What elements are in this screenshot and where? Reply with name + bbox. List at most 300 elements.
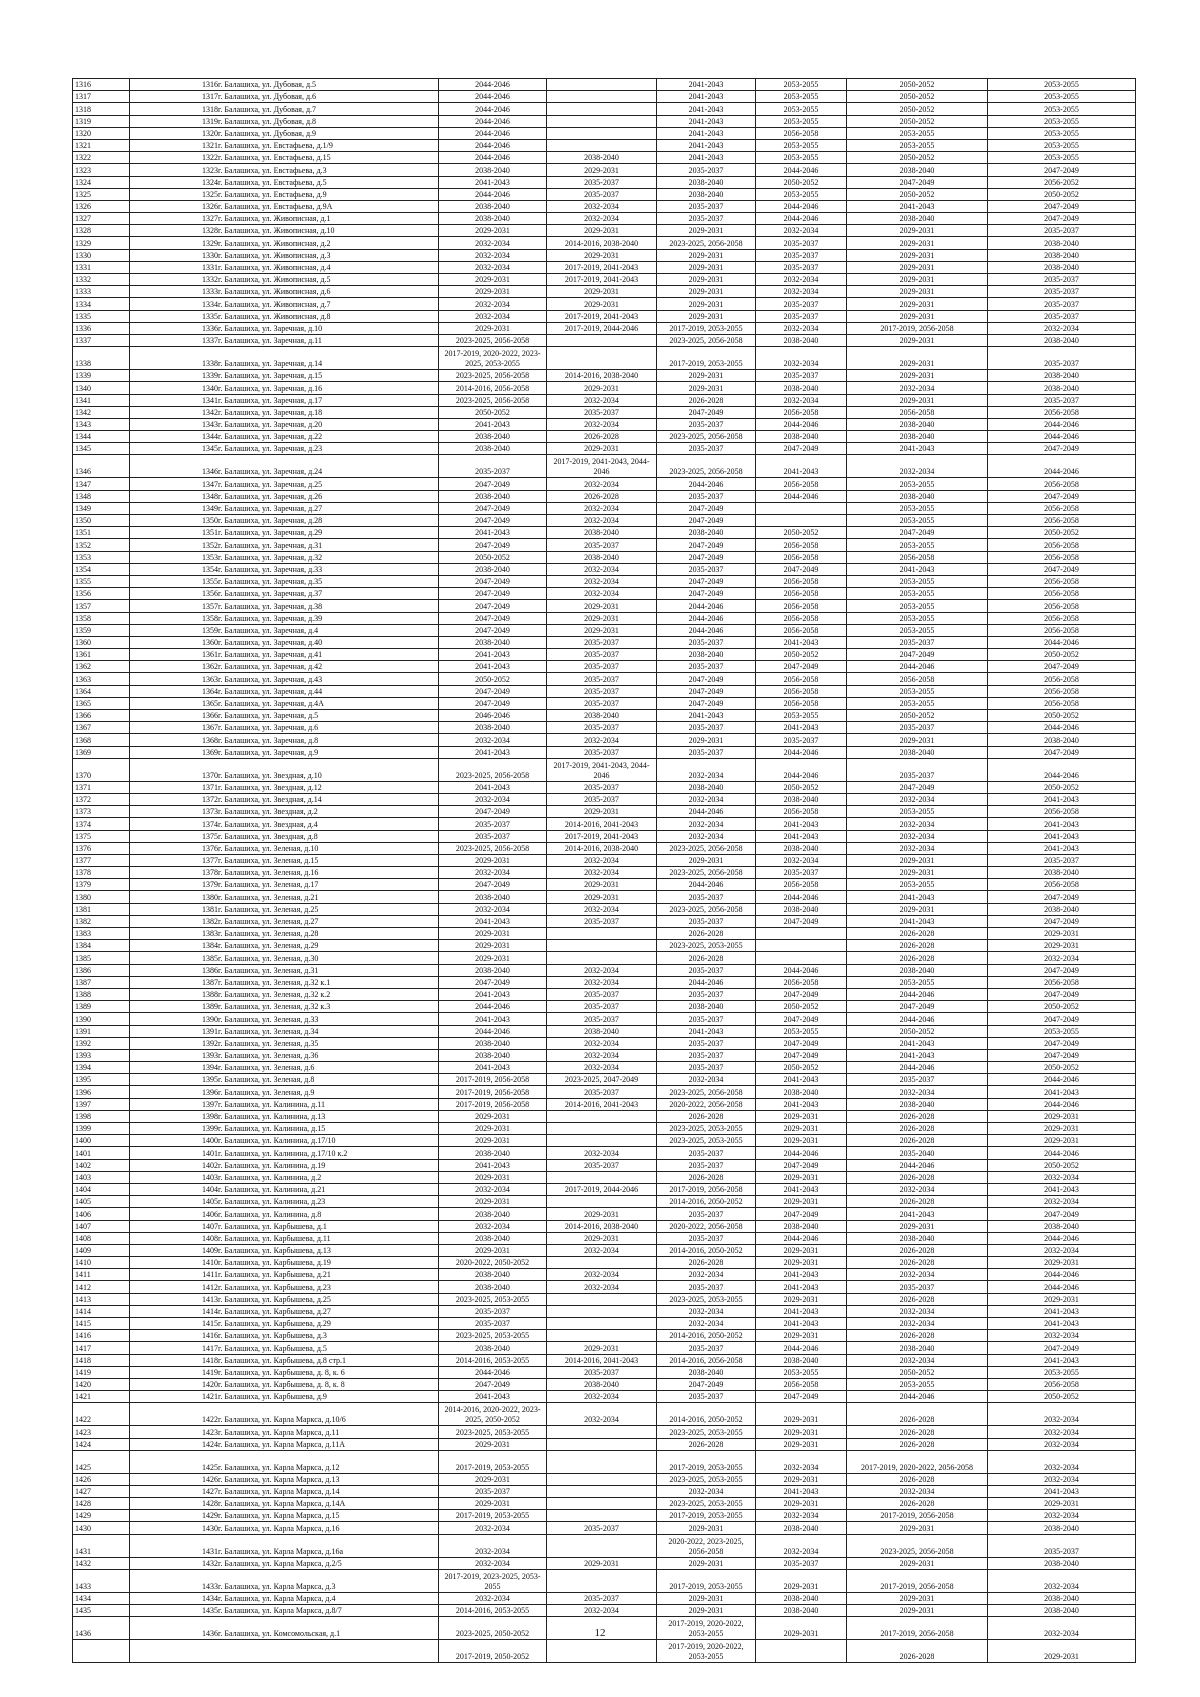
period-cell-4: 2053-2055 <box>756 91 847 103</box>
register-table-sheet <box>72 78 1135 1662</box>
table-row <box>73 334 1136 346</box>
period-cell-1: 2044-2046 <box>439 127 547 139</box>
period-cell-4: 2044-2046 <box>756 418 847 430</box>
period-cell-3: 2023-2025, 2053-2055 <box>657 1473 756 1485</box>
address-text: г. Балашиха, ул. Калинина, д.13 <box>218 1112 326 1121</box>
row-index-cell: 1407 <box>73 1220 130 1232</box>
address-text: г. Балашиха, ул. Карла Маркса, д.8/7 <box>218 1606 342 1616</box>
period-cell-6: 2038-2040 <box>988 334 1136 346</box>
row-index-cell: 1380 <box>73 891 130 903</box>
address-text: г. Балашиха, ул. Калинина, д.17/10 к.2 <box>218 1148 348 1158</box>
table-row <box>73 575 1136 587</box>
table-row <box>73 1438 1136 1450</box>
period-cell-4: 2053-2055 <box>756 152 847 164</box>
period-cell-6: 2032-2034 <box>988 1473 1136 1485</box>
row-index-cell: 1340 <box>73 382 130 394</box>
period-cell-2 <box>547 1135 657 1147</box>
period-cell-1: 2050-2052 <box>439 551 547 563</box>
period-cell-6: 2050-2052 <box>988 649 1136 661</box>
address-cell <box>130 274 439 286</box>
row-index-cell: 1325 <box>73 188 130 200</box>
period-cell-3: 2035-2037 <box>657 213 756 225</box>
period-cell-5: 2053-2055 <box>847 1378 988 1390</box>
period-cell-6: 2044-2046 <box>988 1232 1136 1244</box>
address-text: г. Балашиха, ул. Заречная, д.6 <box>218 723 319 733</box>
period-cell-5: 2029-2031 <box>847 734 988 746</box>
period-cell-2: 2035-2037 <box>547 1013 657 1025</box>
row-index-cell: 1431 <box>73 1534 130 1557</box>
period-cell-4: 2038-2040 <box>756 1354 847 1366</box>
row-index-cell: 1322 <box>73 152 130 164</box>
address-text: г. Балашиха, ул. Карла Маркса, д.12 <box>218 1462 340 1472</box>
row-index-cell: 1350 <box>73 515 130 527</box>
address-cell <box>130 502 439 514</box>
period-cell-1: 2047-2049 <box>439 806 547 818</box>
address-text: г. Балашиха, ул. Карбышева, д.11 <box>218 1233 331 1243</box>
period-cell-6: 2032-2034 <box>988 1403 1136 1426</box>
period-cell-6: 2038-2040 <box>988 1557 1136 1569</box>
address-cell <box>130 1135 439 1147</box>
table-row <box>73 1183 1136 1195</box>
period-cell-1: 2029-2031 <box>439 1135 547 1147</box>
period-cell-5: 2029-2031 <box>847 1220 988 1232</box>
period-cell-6: 2038-2040 <box>988 237 1136 249</box>
address-cell <box>130 490 439 502</box>
address-cell <box>130 636 439 648</box>
period-cell-5: 2053-2055 <box>847 539 988 551</box>
period-cell-4: 2047-2049 <box>756 1208 847 1220</box>
period-cell-2 <box>547 1330 657 1342</box>
period-cell-5: 2032-2034 <box>847 1183 988 1195</box>
address-cell <box>130 781 439 793</box>
address-number: 1318 <box>202 104 218 114</box>
period-cell-4: 2056-2058 <box>756 673 847 685</box>
address-text: г. Балашиха, ул. Карбышева, д.8 стр.1 <box>218 1355 347 1365</box>
period-cell-3: 2032-2034 <box>657 1074 756 1086</box>
period-cell-3: 2023-2025, 2056-2058 <box>657 867 756 879</box>
period-cell-1: 2038-2040 <box>439 964 547 976</box>
table-row <box>73 139 1136 151</box>
period-cell-6: 2038-2040 <box>988 903 1136 915</box>
period-cell-5: 2026-2028 <box>847 1196 988 1208</box>
address-cell <box>130 347 439 370</box>
period-cell-6: 2047-2049 <box>988 1208 1136 1220</box>
address-text: г. Балашиха, ул. Заречная, д.9 <box>218 747 319 757</box>
address-text: г. Балашиха, ул. Калинина, д.23 <box>218 1197 326 1207</box>
address-cell <box>130 842 439 854</box>
period-cell-6: 2056-2058 <box>988 478 1136 490</box>
address-number: 1353 <box>202 552 218 562</box>
address-text: г. Балашиха, ул. Калинина, д.8 <box>218 1209 322 1219</box>
address-cell <box>130 310 439 322</box>
period-cell-5: 2035-2037 <box>847 722 988 734</box>
address-cell <box>130 746 439 758</box>
row-index-cell: 1321 <box>73 139 130 151</box>
address-cell <box>130 515 439 527</box>
row-index-cell: 1364 <box>73 685 130 697</box>
address-cell <box>130 722 439 734</box>
period-cell-2: 2032-2034 <box>547 1403 657 1426</box>
period-cell-4: 2032-2034 <box>756 225 847 237</box>
address-cell <box>130 127 439 139</box>
period-cell-3: 2038-2040 <box>657 176 756 188</box>
period-cell-2 <box>547 940 657 952</box>
period-cell-3: 2014-2016, 2050-2052 <box>657 1330 756 1342</box>
period-cell-1: 2032-2034 <box>439 1557 547 1569</box>
period-cell-4: 2047-2049 <box>756 1049 847 1061</box>
address-text: г. Балашиха, ул. Заречная, д.16 <box>218 383 323 393</box>
address-text: г. Балашиха, ул. Заречная, д.11 <box>218 336 322 346</box>
address-text: г. Балашиха, ул. Зеленая, д.10 <box>218 843 319 853</box>
period-cell-1: 2038-2040 <box>439 722 547 734</box>
table-row <box>73 274 1136 286</box>
address-number: 1350 <box>202 516 218 526</box>
period-cell-2: 2035-2037 <box>547 1522 657 1534</box>
table-row <box>73 1640 1136 1663</box>
row-index-cell: 1436 <box>73 1617 130 1640</box>
address-cell <box>130 588 439 600</box>
period-cell-1: 2029-2031 <box>439 1473 547 1485</box>
period-cell-3: 2035-2037 <box>657 1159 756 1171</box>
address-number: 1430 <box>202 1523 218 1533</box>
address-cell <box>130 793 439 805</box>
period-cell-5: 2026-2028 <box>847 940 988 952</box>
period-cell-4: 2035-2037 <box>756 867 847 879</box>
period-cell-1: 2041-2043 <box>439 1013 547 1025</box>
address-cell <box>130 806 439 818</box>
period-cell-5: 2044-2046 <box>847 1159 988 1171</box>
period-cell-2: 2026-2028 <box>547 431 657 443</box>
period-cell-4: 2041-2043 <box>756 1269 847 1281</box>
address-cell <box>130 1450 439 1473</box>
address-number: 1355 <box>202 577 218 587</box>
address-text: г. Балашиха, ул. Заречная, д.38 <box>218 601 323 611</box>
period-cell-2: 2017-2019, 2041-2043 <box>547 274 657 286</box>
address-text: г. Балашиха, ул. Живописная, д.4 <box>218 263 331 272</box>
period-cell-6: 2038-2040 <box>988 370 1136 382</box>
address-cell <box>130 976 439 988</box>
address-cell <box>130 685 439 697</box>
period-cell-1: 2038-2040 <box>439 636 547 648</box>
address-number: 1393 <box>202 1051 218 1061</box>
period-cell-2: 2023-2025, 2047-2049 <box>547 1074 657 1086</box>
address-number: 1368 <box>202 735 218 745</box>
period-cell-6: 2053-2055 <box>988 139 1136 151</box>
address-text: г. Балашиха, ул. Зеленая, д.29 <box>218 941 319 951</box>
period-cell-2: 2014-2016, 2038-2040 <box>547 842 657 854</box>
period-cell-2: 2032-2034 <box>547 1269 657 1281</box>
address-number: 1349 <box>202 504 218 513</box>
period-cell-3: 2035-2037 <box>657 1037 756 1049</box>
row-index-cell: 1331 <box>73 261 130 273</box>
period-cell-3: 2029-2031 <box>657 225 756 237</box>
row-index-cell: 1408 <box>73 1232 130 1244</box>
table-row <box>73 370 1136 382</box>
period-cell-2: 2032-2034 <box>547 502 657 514</box>
period-cell-2: 2017-2019, 2044-2046 <box>547 322 657 334</box>
period-cell-6: 2038-2040 <box>988 1220 1136 1232</box>
period-cell-6: 2053-2055 <box>988 103 1136 115</box>
period-cell-5: 2038-2040 <box>847 213 988 225</box>
period-cell-3: 2029-2031 <box>657 1592 756 1604</box>
table-row <box>73 940 1136 952</box>
period-cell-3: 2035-2037 <box>657 891 756 903</box>
address-cell <box>130 91 439 103</box>
address-cell <box>130 394 439 406</box>
period-cell-5: 2041-2043 <box>847 1049 988 1061</box>
address-number: 1321 <box>202 141 218 151</box>
row-index-cell: 1377 <box>73 854 130 866</box>
period-cell-2: 2014-2016, 2038-2040 <box>547 1220 657 1232</box>
period-cell-4: 2056-2058 <box>756 600 847 612</box>
period-cell-4: 2032-2034 <box>756 1534 847 1557</box>
period-cell-3: 2041-2043 <box>657 152 756 164</box>
address-text: г. Балашиха, ул. Заречная, д.28 <box>218 516 323 526</box>
table-row <box>73 490 1136 502</box>
period-cell-4: 2029-2031 <box>756 1498 847 1510</box>
period-cell-6: 2047-2049 <box>988 1037 1136 1049</box>
address-number: 1320 <box>202 128 218 138</box>
period-cell-6: 2032-2034 <box>988 1171 1136 1183</box>
row-index-cell: 1316 <box>73 79 130 91</box>
period-cell-2: 2032-2034 <box>547 976 657 988</box>
period-cell-6: 2038-2040 <box>988 249 1136 261</box>
period-cell-1: 2014-2016, 2053-2055 <box>439 1605 547 1617</box>
period-cell-3: 2047-2049 <box>657 685 756 697</box>
period-cell-6: 2056-2058 <box>988 515 1136 527</box>
period-cell-6: 2041-2043 <box>988 793 1136 805</box>
period-cell-5: 2056-2058 <box>847 673 988 685</box>
period-cell-2: 2029-2031 <box>547 879 657 891</box>
row-index-cell: 1355 <box>73 575 130 587</box>
table-row <box>73 527 1136 539</box>
address-cell <box>130 1293 439 1305</box>
period-cell-2: 2032-2034 <box>547 854 657 866</box>
row-index-cell: 1357 <box>73 600 130 612</box>
period-cell-4: 2056-2058 <box>756 1378 847 1390</box>
address-number: 1334 <box>202 299 218 309</box>
address-text: г. Балашиха, ул. Заречная, д.23 <box>218 444 323 454</box>
row-index-cell: 1397 <box>73 1098 130 1110</box>
period-cell-3: 2047-2049 <box>657 502 756 514</box>
period-cell-1: 2029-2031 <box>439 1171 547 1183</box>
table-row <box>73 261 1136 273</box>
row-index-cell: 1330 <box>73 249 130 261</box>
table-row <box>73 1086 1136 1098</box>
period-cell-4: 2050-2052 <box>756 176 847 188</box>
period-cell-1: 2047-2049 <box>439 588 547 600</box>
period-cell-5: 2053-2055 <box>847 685 988 697</box>
address-number: 1342 <box>202 407 218 417</box>
address-cell <box>130 1342 439 1354</box>
address-text: г. Балашиха, ул. Карла Маркса, д.13 <box>218 1474 340 1484</box>
row-index-cell: 1428 <box>73 1498 130 1510</box>
period-cell-3: 2029-2031 <box>657 310 756 322</box>
period-cell-5: 2044-2046 <box>847 988 988 1000</box>
period-cell-1: 2023-2025, 2050-2052 <box>439 1617 547 1640</box>
period-cell-5: 2017-2019, 2056-2058 <box>847 1510 988 1522</box>
period-cell-1: 2041-2043 <box>439 1062 547 1074</box>
period-cell-3: 2038-2040 <box>657 188 756 200</box>
period-cell-5: 2038-2040 <box>847 1232 988 1244</box>
address-number: 1433 <box>202 1581 218 1591</box>
period-cell-6: 2056-2058 <box>988 588 1136 600</box>
period-cell-5: 2023-2025, 2056-2058 <box>847 1534 988 1557</box>
table-row <box>73 710 1136 722</box>
period-cell-4: 2041-2043 <box>756 1305 847 1317</box>
period-cell-5: 2032-2034 <box>847 1318 988 1330</box>
table-row <box>73 649 1136 661</box>
period-cell-5: 2017-2019, 2056-2058 <box>847 1617 988 1640</box>
period-cell-6: 2029-2031 <box>988 1257 1136 1269</box>
period-cell-4: 2032-2034 <box>756 274 847 286</box>
period-cell-4: 2029-2031 <box>756 1426 847 1438</box>
period-cell-2: 2029-2031 <box>547 612 657 624</box>
period-cell-3: 2038-2040 <box>657 781 756 793</box>
table-row <box>73 298 1136 310</box>
period-cell-1: 2032-2034 <box>439 1592 547 1604</box>
address-number: 1386 <box>202 965 218 975</box>
period-cell-2: 2035-2037 <box>547 1366 657 1378</box>
period-cell-5: 2026-2028 <box>847 1135 988 1147</box>
address-cell <box>130 406 439 418</box>
period-cell-1: 2047-2049 <box>439 685 547 697</box>
address-number: 1354 <box>202 564 218 574</box>
row-index-cell: 1334 <box>73 298 130 310</box>
period-cell-6: 2044-2046 <box>988 1269 1136 1281</box>
period-cell-6: 2029-2031 <box>988 1110 1136 1122</box>
period-cell-3: 2017-2019, 2053-2055 <box>657 1510 756 1522</box>
period-cell-4: 2053-2055 <box>756 710 847 722</box>
period-cell-1: 2029-2031 <box>439 1123 547 1135</box>
address-text: г. Балашиха, ул. Заречная, д.39 <box>218 613 323 623</box>
period-cell-6: 2056-2058 <box>988 806 1136 818</box>
period-cell-6: 2044-2046 <box>988 1098 1136 1110</box>
period-cell-4: 2035-2037 <box>756 298 847 310</box>
period-cell-2 <box>547 1485 657 1497</box>
period-cell-5: 2029-2031 <box>847 903 988 915</box>
row-index-cell: 1318 <box>73 103 130 115</box>
table-row <box>73 988 1136 1000</box>
period-cell-1: 2041-2043 <box>439 781 547 793</box>
period-cell-2 <box>547 115 657 127</box>
address-text: г. Балашиха, ул. Евстафьева, д.3 <box>218 165 327 175</box>
table-row <box>73 612 1136 624</box>
period-cell-6: 2041-2043 <box>988 1354 1136 1366</box>
address-cell <box>130 1110 439 1122</box>
period-cell-5: 2029-2031 <box>847 854 988 866</box>
period-cell-2 <box>547 952 657 964</box>
period-cell-1: 2047-2049 <box>439 478 547 490</box>
period-cell-5: 2032-2034 <box>847 1305 988 1317</box>
address-cell <box>130 1640 439 1663</box>
address-text: г. Балашиха, ул. Заречная, д.37 <box>218 589 323 599</box>
period-cell-2: 2032-2034 <box>547 394 657 406</box>
period-cell-1: 2017-2019, 2050-2052 <box>439 1640 547 1663</box>
period-cell-1: 2038-2040 <box>439 891 547 903</box>
period-cell-6: 2038-2040 <box>988 1592 1136 1604</box>
period-cell-4: 2038-2040 <box>756 1522 847 1534</box>
period-cell-4: 2032-2034 <box>756 286 847 298</box>
period-cell-1: 2038-2040 <box>439 1342 547 1354</box>
address-text: г. Балашиха, ул. Карла Маркса, д.16 <box>218 1523 340 1533</box>
period-cell-6: 2047-2049 <box>988 1342 1136 1354</box>
address-cell <box>130 1354 439 1366</box>
period-cell-1: 2041-2043 <box>439 527 547 539</box>
period-cell-2: 2029-2031 <box>547 286 657 298</box>
period-cell-5: 2026-2028 <box>847 1330 988 1342</box>
period-cell-3: 2029-2031 <box>657 1522 756 1534</box>
period-cell-3: 2023-2025, 2056-2058 <box>657 237 756 249</box>
address-text: г. Балашиха, ул. Заречная, д.15 <box>218 371 323 381</box>
address-number: 1405 <box>202 1197 218 1207</box>
period-cell-6: 2047-2049 <box>988 746 1136 758</box>
period-cell-2: 2032-2034 <box>547 418 657 430</box>
period-cell-2: 2035-2037 <box>547 649 657 661</box>
period-cell-5: 2029-2031 <box>847 394 988 406</box>
row-index-cell: 1400 <box>73 1135 130 1147</box>
address-text: г. Балашиха, ул. Зеленая, д.25 <box>218 904 319 914</box>
period-cell-1: 2035-2037 <box>439 1485 547 1497</box>
address-text: г. Балашиха, ул. Калинина, д.2 <box>218 1172 322 1182</box>
table-row <box>73 1013 1136 1025</box>
address-number: 1351 <box>202 528 218 538</box>
row-index-cell: 1320 <box>73 127 130 139</box>
row-index-cell: 1360 <box>73 636 130 648</box>
row-index-cell: 1383 <box>73 928 130 940</box>
address-number: 1364 <box>202 686 218 696</box>
address-text: г. Балашиха, ул. Заречная, д.17 <box>218 395 323 405</box>
period-cell-6: 2056-2058 <box>988 406 1136 418</box>
period-cell-4: 2041-2043 <box>756 1281 847 1293</box>
table-row <box>73 1534 1136 1557</box>
address-number: 1346 <box>202 467 218 477</box>
table-row <box>73 952 1136 964</box>
address-cell <box>130 575 439 587</box>
address-number: 1324 <box>202 177 218 187</box>
table-row <box>73 1135 1136 1147</box>
period-cell-3: 2032-2034 <box>657 793 756 805</box>
row-index-cell: 1415 <box>73 1318 130 1330</box>
row-index-cell: 1385 <box>73 952 130 964</box>
period-cell-4: 2029-2031 <box>756 1569 847 1592</box>
period-cell-3: 2044-2046 <box>657 624 756 636</box>
period-cell-3: 2029-2031 <box>657 249 756 261</box>
row-index-cell: 1368 <box>73 734 130 746</box>
row-index-cell: 1338 <box>73 347 130 370</box>
period-cell-4: 2035-2037 <box>756 1557 847 1569</box>
period-cell-2 <box>547 1257 657 1269</box>
row-index-cell: 1326 <box>73 200 130 212</box>
address-cell <box>130 382 439 394</box>
period-cell-6: 2053-2055 <box>988 127 1136 139</box>
address-number: 1360 <box>202 638 218 648</box>
period-cell-5: 2050-2052 <box>847 188 988 200</box>
period-cell-3: 2047-2049 <box>657 551 756 563</box>
period-cell-6: 2047-2049 <box>988 200 1136 212</box>
address-number: 1366 <box>202 711 218 721</box>
period-cell-2: 2026-2028 <box>547 490 657 502</box>
address-number: 1332 <box>202 275 218 285</box>
period-cell-3: 2020-2022, 2056-2058 <box>657 1098 756 1110</box>
period-cell-5: 2032-2034 <box>847 455 988 478</box>
address-text: г. Балашиха, ул. Карбышева, д.9 <box>218 1392 327 1402</box>
period-cell-4: 2053-2055 <box>756 139 847 151</box>
address-cell <box>130 928 439 940</box>
address-number: 1420 <box>202 1380 218 1390</box>
table-row <box>73 1569 1136 1592</box>
period-cell-2: 2029-2031 <box>547 1557 657 1569</box>
